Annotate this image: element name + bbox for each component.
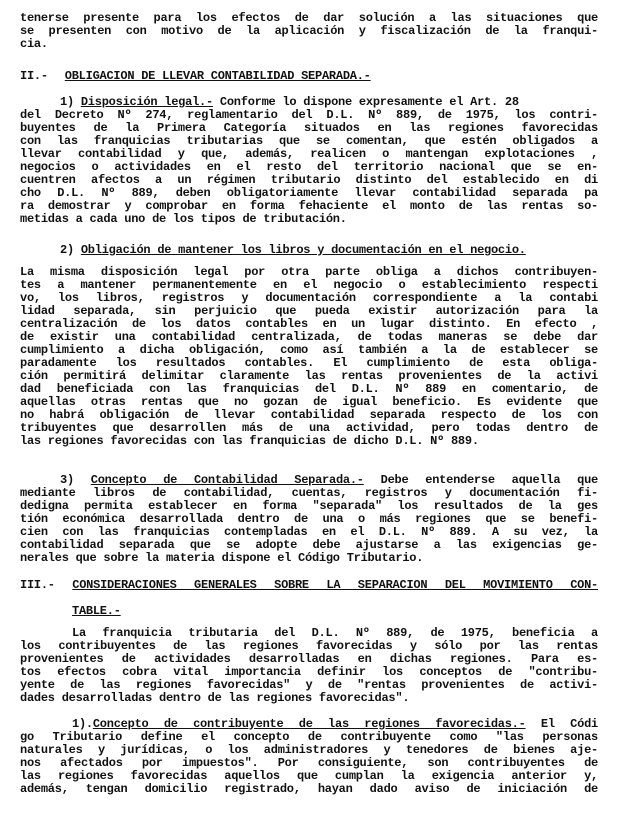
text-line: cho D.L. Nº 889, deben obligatoriamente llevar contabilidad separada pa bbox=[20, 186, 598, 200]
text-line: cuentren afectos a un régimen tributario distinto del establecido en di bbox=[20, 173, 598, 187]
section-3-title-line-1: CONSIDERACIONES GENERALES SOBRE LA SEPARACION DEL MOVIMIENTO CON- bbox=[72, 578, 599, 592]
text-line: ra demostrar y comprobar en forma fehaciente el monto de las rentas so- bbox=[20, 199, 598, 213]
text-line: tenerse presente para los efectos de dar solución a las situaciones que bbox=[20, 11, 598, 25]
text-fragment: El Códi bbox=[525, 717, 598, 731]
text-line: nerales que sobre la materia dispone el Código Tributario. bbox=[20, 551, 424, 565]
section-3-paragraph-1 bbox=[20, 718, 598, 796]
text-line: se presenten con motivo de la aplicación y fiscalización de la franqui- bbox=[20, 24, 598, 38]
text-line: del Decreto Nº 274, reglamentario del D.L. Nº 889, de 1975, los contri- bbox=[20, 108, 598, 122]
text-line: los contribuyentes de las regiones favorecidas y sólo por las rentas bbox=[20, 639, 598, 653]
text-line: aquellas otras rentas que no gozan de igual beneficio. Es evidente que bbox=[20, 395, 598, 409]
section-3-intro-paragraph bbox=[20, 627, 598, 705]
text-line: buyentes de la Primera Categoría situados en las regiones favorecidas bbox=[20, 121, 598, 135]
text-line: tribuyentes que desarrollen más de una actividad, pero todas dentro de bbox=[20, 421, 598, 435]
section-2-paragraph-2 bbox=[20, 244, 598, 448]
intro-paragraph bbox=[20, 12, 598, 51]
text-line: dad beneficiada con las franquicias del D.L. Nº 889 en comentario, de bbox=[20, 382, 598, 396]
text-line: dades desarrolladas dentro de las regiones favorecidas". bbox=[20, 691, 410, 705]
text-line: paradamente los resultados contables. El cumplimiento de esta obliga- bbox=[20, 356, 598, 370]
text-line: metidas a cada uno de los tipos de tributación. bbox=[20, 212, 347, 226]
text-line: yente de las regiones favorecidas" y de "rentas provenientes de activi- bbox=[20, 678, 598, 692]
text-line: La franquicia tributaria del D.L. Nº 889, de 1975, beneficia a bbox=[72, 626, 598, 640]
text-line: nos afectados por impuestos". Por consiguiente, son contribuyentes de bbox=[20, 756, 598, 770]
paragraph-number: 2) bbox=[60, 243, 74, 257]
text-fragment: Conforme lo dispone expresamente el Art. 28 bbox=[212, 95, 519, 109]
paragraph-number: 1). bbox=[72, 717, 93, 731]
text-line: contabilidad separada que se adopte debe ajustarse a las exigencias ge- bbox=[20, 538, 598, 552]
paragraph-number: 1) bbox=[60, 95, 74, 109]
section-2-paragraph-1 bbox=[20, 96, 598, 226]
text-line: con las franquicias tributarias que se comentan, que estén obligados a bbox=[20, 134, 598, 148]
paragraph-heading: Concepto de contribuyente de las regiones favorecidas.- bbox=[92, 717, 526, 731]
section-3-heading bbox=[20, 577, 598, 619]
paragraph-heading: Concepto de Contabilidad Separada.- bbox=[90, 473, 364, 487]
text-line: tión económica desarrollada dentro de una o más regiones que se benefi- bbox=[20, 512, 598, 526]
text-line: centralización de los datos contables en un lugar distinto. En efecto , bbox=[20, 317, 598, 331]
section-2-number: II.- bbox=[20, 69, 48, 83]
paragraph-heading: Disposición legal.- bbox=[80, 95, 213, 109]
section-3-title-line-2: TABLE.- bbox=[72, 604, 121, 618]
text-line: go Tributario define el concepto de contribuyente como "las personas bbox=[20, 730, 598, 744]
text-line: las regiones favorecidas aquellos que cumplan la exigencia anterior y, bbox=[20, 769, 598, 783]
text-line: mediante libros de contabilidad, cuentas, registros y documentación fi- bbox=[20, 486, 598, 500]
text-line: no habrá obligación de llevar contabilidad separada respecto de los con bbox=[20, 408, 598, 422]
text-line: llevar contabilidad y que, además, realicen o mantengan explotaciones , bbox=[20, 147, 598, 161]
text-line: provenientes de actividades desarrolladas en dichas regiones. Para es- bbox=[20, 652, 598, 666]
text-line: tes a mantener permanentemente en el negocio o establecimiento respecti bbox=[20, 278, 598, 292]
text-line: cien con las franquicias contempladas en el D.L. Nº 889. A su vez, la bbox=[20, 525, 598, 539]
text-line: tos efectos cobra vital importancia definir los conceptos de "contribu- bbox=[20, 665, 598, 679]
text-line: cia. bbox=[20, 37, 48, 51]
section-2-paragraph-3 bbox=[20, 474, 598, 565]
text-line: La misma disposición legal por otra parte obliga a dichos contribuyen- bbox=[20, 265, 598, 279]
text-line: lidad separada, sin perjuicio que pueda existir autorización para la bbox=[20, 304, 598, 318]
text-line: ción permitirá delimitar claramente las rentas provenientes de la activi bbox=[20, 369, 598, 383]
text-line: dedigna permita establecer en forma "separada" los resultados de la ges bbox=[20, 499, 598, 513]
paragraph-number: 3) bbox=[60, 473, 74, 487]
text-line: naturales y jurídicas, o los administradores y tenedores de bienes aje- bbox=[20, 743, 598, 757]
text-fragment: Debe entenderse aquella que bbox=[363, 473, 598, 487]
text-line: las regiones favorecidas con las franquicias de dicho D.L. Nº 889. bbox=[20, 434, 479, 448]
text-line: además, tengan domicilio registrado, hayan dado aviso de iniciación de bbox=[20, 782, 598, 796]
section-2-heading bbox=[20, 68, 598, 84]
text-line: cumplimiento a dicha obligación, como así también a la de establecer se bbox=[20, 343, 598, 357]
section-3-number: III.- bbox=[20, 578, 55, 592]
section-2-title: OBLIGACION DE LLEVAR CONTABILIDAD SEPARADA.- bbox=[64, 69, 371, 83]
text-line: de existir una contabilidad centralizada, de todas maneras se debe dar bbox=[20, 330, 598, 344]
paragraph-heading: Obligación de mantener los libros y documentación en el negocio. bbox=[80, 243, 526, 257]
text-line: negocios o actividades en el resto del territorio nacional que se en- bbox=[20, 160, 598, 174]
text-line: vo, los libros, registros y documentación correspondiente a la contabi bbox=[20, 291, 598, 305]
